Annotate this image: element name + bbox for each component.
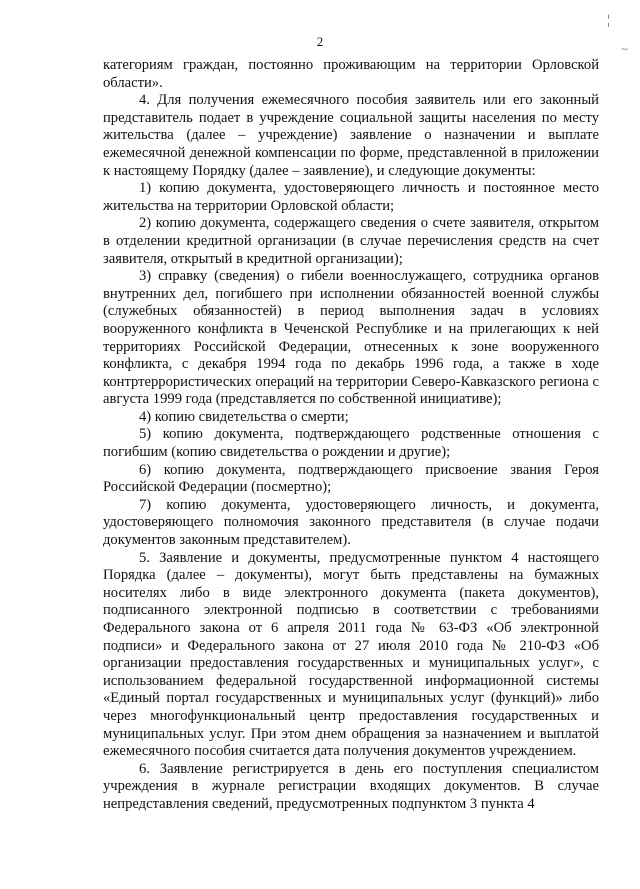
subitem-4-7: 7) копию документа, удостоверяющего личность, и документа, удостоверяющего полномочия законного представителя (в случае подачи документов законным представителем).: [103, 496, 599, 549]
paragraph-item-5: 5. Заявление и документы, предусмотренные пунктом 4 настоящего Порядка (далее – документы), могут быть представлены на бумажных носителях либо в виде электронного документа (пакета документов), подписанного электронной подписью в соответствии с требованиями Федерального закона от 6 апреля 2011 года № 63-ФЗ «Об электронной подписи» и Федерального закона от 27 июля 2010 года № 210-ФЗ «Об организации предоставления государственных и муниципальных услуг», с использованием федеральной государственной информационной системы «Единый портал государственных и муниципальных услуг (функций)» либо через многофункциональный центр предоставления государственных и муниципальных услуг. При этом днем обращения за назначением и выплатой ежемесячного пособия считается дата получения документов учреждением.: [103, 549, 599, 760]
scan-mark: ¦: [607, 13, 610, 28]
subitem-4-2: 2) копию документа, содержащего сведения о счете заявителя, открытом в отделении кредитной организации (в случае перечисления средств на счет заявителя, открытый в кредитной организации);: [103, 215, 599, 267]
paragraph-item-4: 4. Для получения ежемесячного пособия заявитель или его законный представитель подает в учреждение социальной защиты населения по месту жительства (далее – учреждение) заявление о назначении и выплате ежемесячной денежной компенсации по форме, представленной в приложении к настоящему Порядку (далее – заявление), и следующие документы:: [103, 92, 599, 179]
page-number: 2: [316, 34, 324, 49]
paragraph-continuation: категориям граждан, постоянно проживающим на территории Орловской области».: [103, 57, 599, 91]
subitem-4-4: 4) копию свидетельства о смерти;: [139, 408, 349, 425]
subitem-4-3: 3) справку (сведения) о гибели военнослужащего, сотрудника органов внутренних дел, погибшего при исполнении обязанностей военной службы (служебных обязанностей) в период выполнения задач в условиях вооруженного конфликта в Чеченской Республике и на прилегающих к ней территориях Российской Федерации, отнесенных к зоне вооруженного конфликта, с декабря 1994 года по декабрь 1996 года, а также в ходе контртеррористических операций на территории Северо-Кавказского региона с августа 1999 года (представляется по собственной инициативе);: [103, 268, 599, 408]
scan-mark-edge: ~: [621, 42, 628, 56]
paragraph-item-6: 6. Заявление регистрируется в день его поступления специалистом учреждения в журнале регистрации входящих документов. В случае непредставления сведений, предусмотренных подпунктом 3 пункта 4: [103, 760, 599, 812]
subitem-4-6: 6) копию документа, подтверждающего присвоение звания Героя Российской Федерации (посмертно);: [103, 461, 599, 496]
subitem-4-5: 5) копию документа, подтверждающего родственные отношения с погибшим (копию свидетельства о рождении и другие);: [103, 426, 599, 461]
document-body: [103, 57, 599, 814]
subitem-4-1: 1) копию документа, удостоверяющего личность и постоянное место жительства на территории Орловской области;: [103, 180, 599, 214]
